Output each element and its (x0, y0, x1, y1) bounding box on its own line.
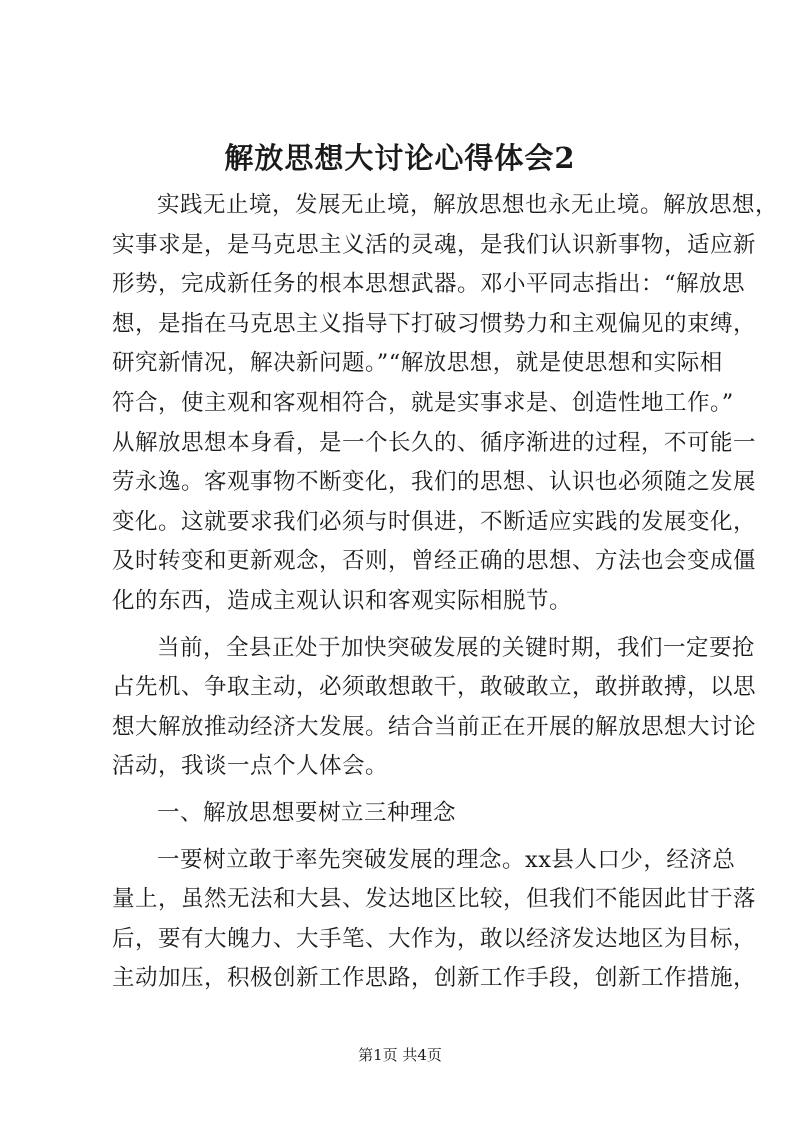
document-body (112, 186, 779, 999)
text-line: 一要树立敢于率先突破发展的理念。xx县人口少，经济总 (157, 846, 736, 873)
text-line: 占先机、争取主动，必须敢想敢干，敢破敢立，敢拼敢搏，以思 (112, 674, 757, 701)
text-line: 主动加压，积极创新工作思路，创新工作手段，创新工作措施， (112, 965, 757, 992)
text-line: 实事求是，是马克思主义活的灵魂，是我们认识新事物，适应新 (112, 231, 757, 258)
text-line: 量上，虽然无法和大县、发达地区比较，但我们不能因此甘于落 (112, 886, 757, 913)
paragraph (112, 841, 757, 999)
paragraph (112, 629, 757, 787)
text-line: 从解放思想本身看，是一个长久的、循序渐进的过程，不可能一 (112, 429, 757, 456)
document-title: 解放思想大讨论心得体会2 (224, 141, 576, 175)
text-line: 活动，我谈一点个人体会。 (112, 753, 389, 780)
text-line: 一、解放思想要树立三种理念 (157, 799, 457, 826)
text-line: 化的东西，造成主观认识和客观实际相脱节。 (112, 587, 573, 614)
text-line: 想大解放推动经济大发展。结合当前正在开展的解放思想大讨论 (112, 713, 757, 740)
text-line: 研究新情况，解决新问题。”“解放思想，就是使思想和实际相 (112, 350, 723, 377)
text-line: 及时转变和更新观念，否则，曾经正确的思想、方法也会变成僵 (112, 548, 757, 575)
text-line: 想，是指在马克思主义指导下打破习惯势力和主观偏见的束缚， (112, 310, 757, 337)
text-line: 劳永逸。客观事物不断变化，我们的思想、认识也必须随之发展 (112, 469, 757, 496)
section-heading (112, 794, 712, 834)
text-line: 符合，使主观和客观相符合，就是实事求是、创造性地工作。” (112, 389, 734, 416)
text-line: 后，要有大魄力、大手笔、大作为，敢以经济发达地区为目标， (112, 925, 757, 952)
text-line: 形势，完成新任务的根本思想武器。邓小平同志指出：“解放思 (112, 271, 746, 298)
text-line: 当前，全县正处于加快突破发展的关键时期，我们一定要抢 (157, 634, 756, 661)
page-footer: 第1页 共4页 (358, 1046, 442, 1064)
text-line: 实践无止境，发展无止境，解放思想也永无止境。解放思想， (157, 192, 779, 218)
paragraph (112, 186, 779, 622)
text-line: 变化。这就要求我们必须与时俱进，不断适应实践的发展变化， (112, 508, 757, 535)
